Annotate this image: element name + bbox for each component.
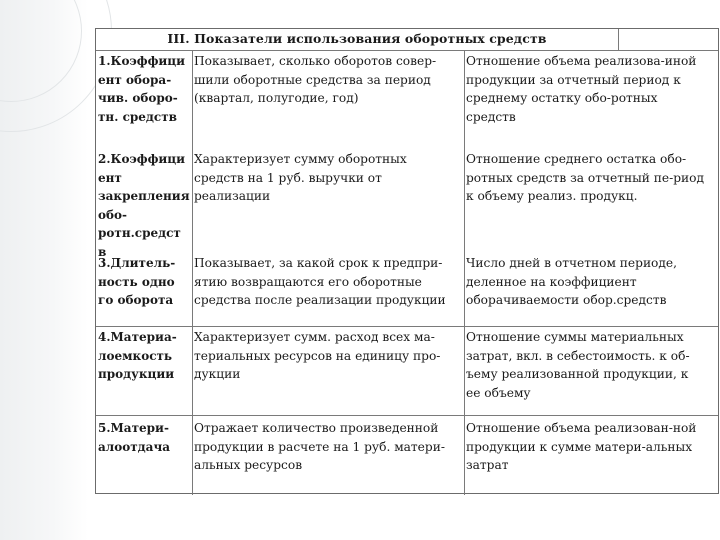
column-divider — [618, 29, 619, 50]
indicator-formula: Отношение суммы материальных затрат, вкл. в себестоимость. к об- ъему реализованной продукции, к ее объему — [466, 330, 690, 400]
indicator-name: 3.Длитель- ность одно го оборота — [98, 256, 176, 307]
indicator-name: 4.Материа- лоемкость продукции — [98, 330, 177, 381]
indicator-formula: Отношение объема реализова-иной продукции за отчетный период к среднему остатку обо-ротных средств — [466, 54, 697, 124]
column-divider — [192, 50, 193, 495]
indicator-formula: Отношение объема реализован-ной продукции к сумме матери-альных затрат — [466, 421, 697, 472]
indicator-description: Показывает, сколько оборотов совер- шили оборотные средства за период (квартал, полугодие, год) — [194, 54, 437, 105]
indicator-name: 1.Коэффици ент обора- чив. оборо- тн. средств — [98, 54, 186, 124]
indicator-description: Характеризует сумму оборотных средств на 1 руб. выручки от реализации — [194, 152, 407, 203]
column-divider — [464, 50, 465, 495]
indicator-formula: Отношение среднего остатка обо- ротных средств за отчетный пе-риод к объему реализ. продукц. — [466, 152, 705, 203]
row-divider — [96, 326, 718, 327]
indicator-name: 2.Коэффици ент закрепления обо- ротн.средст в — [98, 152, 190, 259]
row-divider — [96, 415, 718, 416]
indicator-description: Показывает, за какой срок к предпри- ятию возвращаются его оборотные средства после реализации продукции — [194, 256, 446, 307]
indicators-table — [95, 28, 719, 494]
indicator-description: Отражает количество произведенной продукции в расчете на 1 руб. матери- альных ресурсов — [194, 421, 445, 472]
row-divider — [96, 50, 718, 51]
indicator-formula: Число дней в отчетном периоде, деленное на коэффициент оборачиваемости обор.средств — [466, 256, 677, 307]
table-title: III. Показатели использования оборотных средств — [167, 31, 547, 46]
indicator-description: Характеризует сумм. расход всех ма- териальных ресурсов на единицу про- дукции — [194, 330, 441, 381]
indicator-name: 5.Матери- алоотдача — [98, 421, 171, 454]
